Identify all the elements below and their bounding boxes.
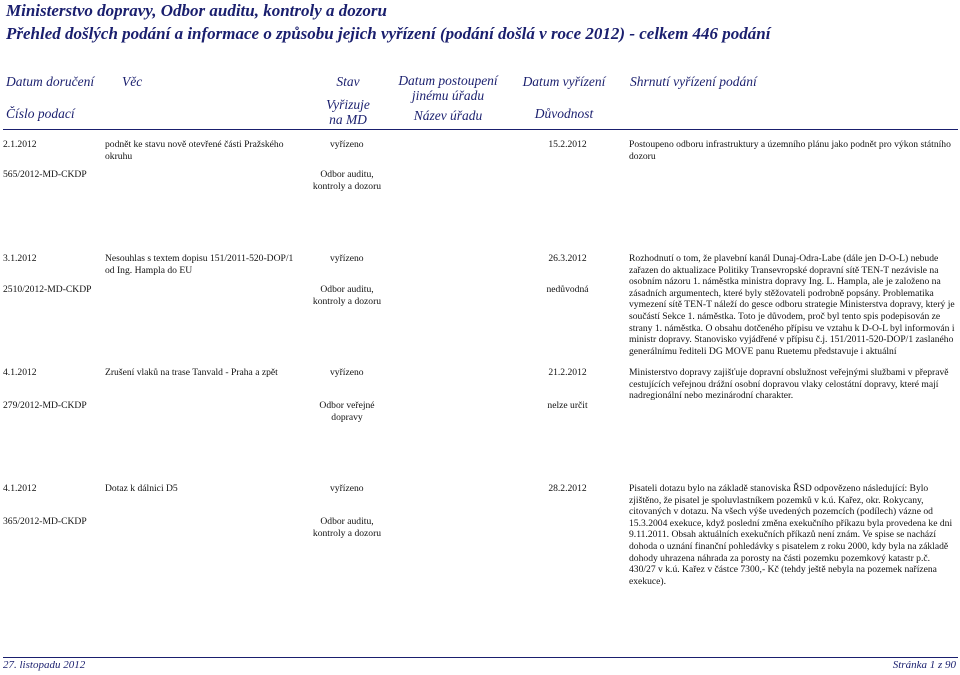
row1-vyrizuje: Odbor auditu, kontroly a dozoru: [312, 169, 382, 192]
row2-shrnuti: Rozhodnutí o tom, že plavební kanál Dunaj-Odra-Labe (dále jen D-O-L) nebude zařazen do aktualizace Politiky Transevropské dopravní sítě TEN-T nezávisle na osobním názoru 1. náměstka ministra dopravy Ing. L. Hampla, ale je založeno na zásadních argumentech, které byly stěžovateli podrobně popsány. Problematika vymezení sítě TEN-T náleží do gesce odboru strategie Ministerstva dopravy, který je součástí Sekce 1. náměstka. Toto je důvodem, proč byl tento spis podepisován ze strany 1. náměstka. O obsahu dotčeného přípisu ve vztahu k D-O-L byl informován i ministr dopravy. Stanovisko vyjádřené v přípisu č.j. 151/2011-520-DOP/1 zaslaného generálnímu řediteli DG MOVE panu Ruetemu představuje i aktuální: [629, 253, 955, 357]
header-vec: Věc: [122, 74, 143, 89]
row1-vec: podnět ke stavu nově otevřené části Pražského okruhu: [105, 139, 284, 162]
row1-datum: 2.1.2012: [3, 139, 37, 150]
row3-cislo: 279/2012-MD-CKDP: [3, 400, 87, 411]
header-nazev-uradu: Název úřadu: [413, 108, 483, 123]
row4-shrnuti: Pisateli dotazu bylo na základě stanoviska ŘSD odpovězeno následující: Bylo zjištěno, že pisatel je spoluvlastníkem pozemků v k.ú. Kařez, okr. Rokycany, citovaných v dotazu. Na všech výše uvedených pozemcích (podílech) vázne od 15.3.2004 exekuce, když poslední změna exekučního příkazu byla provedena ke dni 9.11.2011. Obsah aktuálních exekučních příkazů není znám. Ve spise se nachází dohoda o uznání finanční pohledávky s pisatelem z roku 2000, kdy byla na základě dohody uhrazena náhrada za porosty na části pozemku pozemkový katastr p.č. 430/27 v k.ú. Kařez v částce 7300,- Kč (tehdy ještě nebyla na pozemek nařízena exekuce).: [629, 483, 953, 587]
row3-vyrizuje: Odbor veřejné dopravy: [319, 400, 375, 423]
row1-datum-vyrizeni: 15.2.2012: [548, 139, 587, 150]
header-vyrizuje-1: Vyřizuje: [326, 97, 370, 112]
footer-rule: [3, 657, 958, 658]
header-cislo-podaci: Číslo podací: [6, 106, 75, 121]
row1-shrnuti: Postoupeno odboru infrastruktury a územního plánu jako podnět pro výkon státního dozoru: [629, 139, 951, 162]
row4-datum: 4.1.2012: [3, 483, 37, 494]
row4-cislo: 365/2012-MD-CKDP: [3, 516, 87, 527]
header-duvodnost: Důvodnost: [534, 106, 594, 121]
row3-shrnuti: Ministerstvo dopravy zajišťuje dopravní obslužnost veřejnými službami v přepravě cestujících veřejnou drážní osobní dopravou vlaky celostátní dopravy, které mají nadregionální nebo mezinárodní charakter.: [629, 367, 949, 402]
row4-vec: Dotaz k dálnici D5: [105, 483, 178, 494]
row4-stav: vyřízeno: [330, 483, 364, 494]
row4-datum-vyrizeni: 28.2.2012: [548, 483, 587, 494]
row2-datum-vyrizeni: 26.3.2012: [548, 253, 587, 264]
header-shrnuti: Shrnutí vyřízení podání: [630, 74, 757, 89]
header-datum-postoupeni-1: Datum postoupení: [398, 73, 498, 88]
header-rule: [3, 129, 958, 130]
row3-duvodnost: nelze určit: [547, 400, 588, 411]
footer-page-number: Stránka 1 z 90: [892, 659, 956, 671]
row3-stav: vyřízeno: [330, 367, 364, 378]
row2-stav: vyřízeno: [330, 253, 364, 264]
row2-duvodnost: nedůvodná: [546, 284, 589, 295]
header-datum-doruceni: Datum doručení: [6, 74, 95, 89]
row3-vec: Zrušení vlaků na trase Tanvald - Praha a zpět: [105, 367, 278, 378]
row3-datum-vyrizeni: 21.2.2012: [548, 367, 587, 378]
document-title: Ministerstvo dopravy, Odbor auditu, kontroly a dozoru: [6, 1, 387, 20]
row4-vyrizuje: Odbor auditu, kontroly a dozoru: [312, 516, 382, 539]
row1-stav: vyřízeno: [330, 139, 364, 150]
footer-date: 27. listopadu 2012: [3, 659, 86, 671]
row2-vec: Nesouhlas s textem dopisu 151/2011-520-DOP/1 od Ing. Hampla do EU: [105, 253, 294, 276]
document-subtitle: Přehled došlých podání a informace o způsobu jejich vyřízení (podání došlá v roce 2012) - celkem 446 podání: [6, 24, 771, 43]
row3-datum: 4.1.2012: [3, 367, 37, 378]
row2-datum: 3.1.2012: [3, 253, 37, 264]
header-vyrizuje-2: na MD: [329, 112, 367, 127]
row2-vyrizuje: Odbor auditu, kontroly a dozoru: [312, 284, 382, 307]
row1-cislo: 565/2012-MD-CKDP: [3, 169, 87, 180]
header-datum-postoupeni-2: jinému úřadu: [411, 88, 485, 103]
row2-cislo: 2510/2012-MD-CKDP: [3, 284, 92, 295]
header-stav: Stav: [336, 74, 360, 89]
header-datum-vyrizeni: Datum vyřízení: [522, 74, 606, 89]
